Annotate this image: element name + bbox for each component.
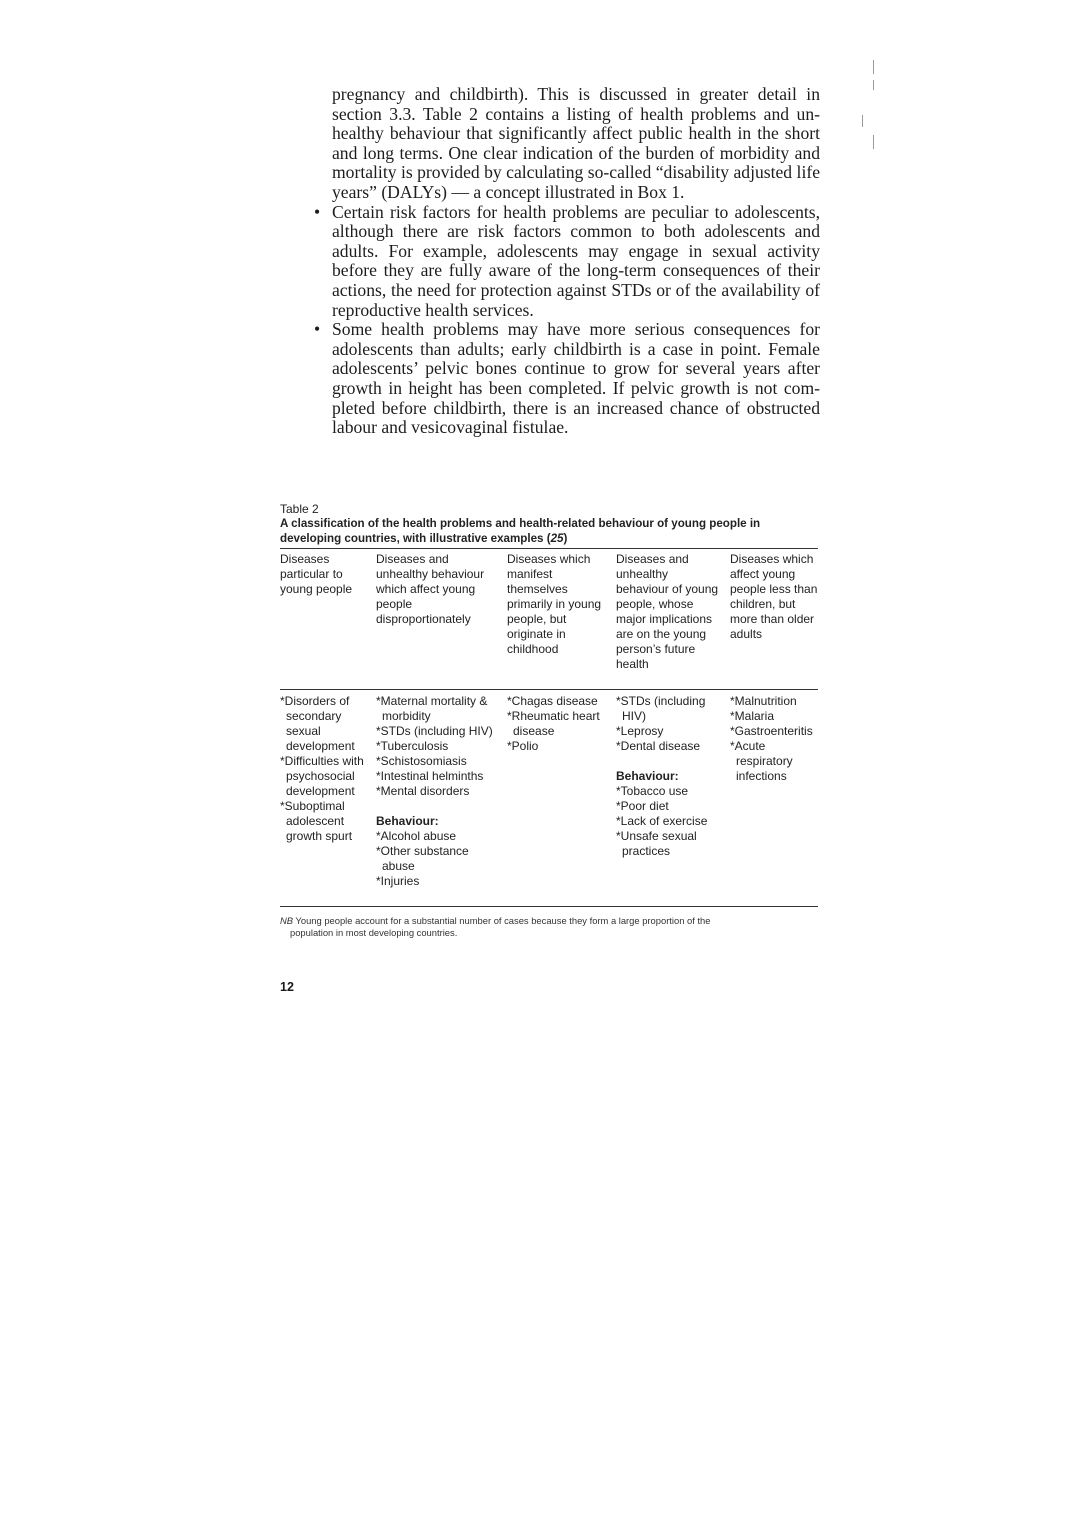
table-column-1 xyxy=(280,694,368,844)
table-cell-item: *Intestinal helminths xyxy=(376,769,484,784)
table-bottom-rule xyxy=(280,906,818,907)
table-column-5 xyxy=(730,694,818,784)
table-cell-item: *Poor diet xyxy=(616,799,669,814)
table-cell-item: *Alcohol abuse xyxy=(376,829,457,844)
table-note-lead: NB xyxy=(280,915,294,927)
table-cell-item: *Tuberculosis xyxy=(376,739,449,754)
table-cell-item: *Chagas disease xyxy=(507,694,598,709)
table-column-3 xyxy=(507,694,607,754)
table-title-ref: 25 xyxy=(550,531,564,545)
table-2 xyxy=(280,502,818,939)
table-title-text: A classification of the health problems and health-related behaviour of young people in developing countries, with illustrative examples ( xyxy=(280,517,761,545)
table-cell-item: *Injuries xyxy=(376,874,420,889)
table-note xyxy=(280,915,818,939)
behaviour-heading: Behaviour: xyxy=(376,814,439,829)
table-cell-item: *Lack of exercise xyxy=(616,814,708,829)
bullet-item-2 xyxy=(310,320,820,438)
table-cell-item: *Schistosomiasis xyxy=(376,754,467,769)
bullet-item-1 xyxy=(310,203,820,321)
table-cell-item: *Dental disease xyxy=(616,739,701,754)
table-header-cell: Diseases and unhealthy behaviour of young people, whose major implications are on the young person’s future health xyxy=(616,552,719,672)
table-cell-item: *Malnutrition xyxy=(730,694,797,709)
table-cell-item: *Polio xyxy=(507,739,539,754)
table-cell-item: *Acute respiratory infections xyxy=(730,739,793,784)
paragraph-continuation: pregnancy and childbirth). This is discussed in greater detail in section 3.3. Table 2 contains a listing of health problems and unhealthy behaviour that significantly affect public health in the short and long terms. One clear indication of the burden of morbidity and mortality is provided by calculating so-called “disability adjusted life years” (DALYs) — a concept illustrated in Box 1. xyxy=(332,84,820,202)
bullet-text: Some health problems may have more serious consequences for adolescents than adults; early childbirth is a case in point. Female adolescents’ pelvic bones continue to grow for several years after growth in height has been completed. If pelvic growth is not completed before childbirth, there is an increased chance of obstructed labour and vesicovaginal fistulae. xyxy=(332,319,820,438)
bullet-icon: • xyxy=(314,201,321,222)
table-cell-item: *STDs (including HIV) xyxy=(616,694,706,724)
table-cell-item: *Unsafe sexual practices xyxy=(616,829,697,859)
bullet-icon: • xyxy=(314,319,321,340)
bullet-text: Certain risk factors for health problems are peculiar to adolescents, although there are risk factors common to both adolescents and adults. For example, adolescents may engage in sexual activity before they are fully aware of the long-term consequences of their actions, the need for protection against STDs or of the availability of reproductive health services. xyxy=(332,201,820,320)
table-column-4 xyxy=(616,694,720,859)
table-cell-item: *Tobacco use xyxy=(616,784,689,799)
table-cell-item: *Malaria xyxy=(730,709,775,724)
table-cell-item: *Disorders of secondary sexual development xyxy=(280,694,355,754)
body-text xyxy=(310,85,820,438)
table-cell-item: *Leprosy xyxy=(616,724,664,739)
table-cell-item: *Maternal mortality & morbidity xyxy=(376,694,488,724)
table-header-cell: Diseases particular to young people xyxy=(280,552,353,597)
table-title-close: ) xyxy=(563,531,568,545)
table-cell-item: *Gastroenteritis xyxy=(730,724,813,739)
scan-artifact xyxy=(873,60,874,74)
table-header-cell: Diseases which affect young people less than children, but more than older adults xyxy=(730,552,818,642)
table-body-row xyxy=(280,690,818,906)
table-note-line-2: population in most developing countries. xyxy=(290,927,458,939)
scan-artifact xyxy=(873,135,874,149)
table-header-row xyxy=(280,549,818,689)
table-column-2 xyxy=(376,694,502,889)
table-cell-item: *Mental disorders xyxy=(376,784,470,799)
table-header-cell: Diseases which manifest themselves primarily in young people, but originate in childhood xyxy=(507,552,602,657)
behaviour-heading: Behaviour: xyxy=(616,769,679,784)
table-header-cell: Diseases and unhealthy behaviour which affect young people disproportionately xyxy=(376,552,485,627)
table-cell-item: *Other substance abuse xyxy=(376,844,469,874)
table-note-line-1: Young people account for a substantial number of cases because they form a large proportion of the xyxy=(293,915,711,927)
table-cell-item: *Rheumatic heart disease xyxy=(507,709,600,739)
scan-artifact xyxy=(873,80,874,90)
table-cell-item: *STDs (including HIV) xyxy=(376,724,493,739)
table-label: Table 2 xyxy=(280,502,319,516)
scan-artifact xyxy=(862,115,863,127)
table-cell-item: *Suboptimal adolescent growth spurt xyxy=(280,799,353,844)
table-cell-item: *Difficulties with psychosocial development xyxy=(280,754,364,799)
table-title xyxy=(280,517,818,546)
page-number: 12 xyxy=(280,980,294,994)
